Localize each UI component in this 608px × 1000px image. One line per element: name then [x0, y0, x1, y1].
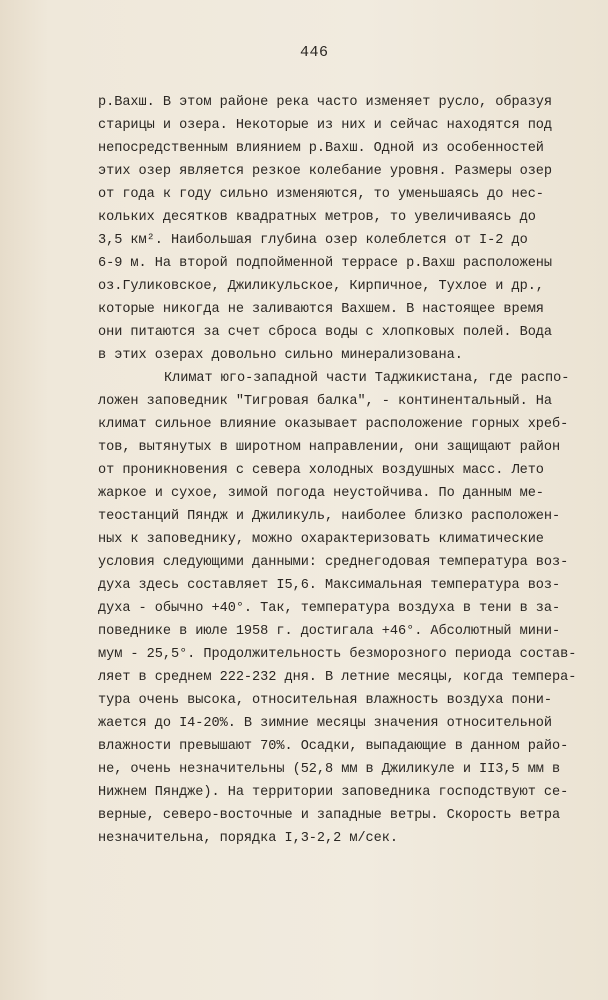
- text-line: ложен заповедник "Тигровая балка", - континентальный. На: [98, 394, 553, 409]
- text-line: этих озер является резкое колебание уровня. Размеры озер: [98, 164, 553, 179]
- text-line: ляет в среднем 222-232 дня. В летние месяцы, когда темпера-: [98, 670, 577, 685]
- text-line: духа здесь составляет I5,6. Максимальная температура воз-: [98, 578, 561, 593]
- page-number: 446: [300, 44, 329, 61]
- text-line: от года к году сильно изменяются, то уменьшаясь до неc-: [98, 187, 544, 202]
- text-line: мум - 25,5°. Продолжительность безморозного периода состав-: [98, 647, 577, 662]
- text-line: оз.Гуликовское, Джиликульское, Кирпичное, Тухлое и др.,: [98, 279, 544, 294]
- text-line: тура очень высока, относительная влажность воздуха пони-: [98, 693, 553, 708]
- text-line: тов, вытянутых в широтном направлении, они защищают район: [98, 440, 561, 455]
- text-line: которые никогда не заливаются Вахшем. В настоящее время: [98, 302, 544, 317]
- text-line: климат сильное влияние оказывает расположение горных хреб-: [98, 417, 569, 432]
- text-line: жается до I4-20%. В зимние месяцы значения относительной: [98, 716, 553, 731]
- text-line: Нижнем Пяндже). На территории заповедника господствуют се-: [98, 785, 569, 800]
- text-line: от проникновения с севера холодных воздушных масс. Лето: [98, 463, 544, 478]
- text-line: поведнике в июле 1958 г. достигала +46°. Абсолютный мини-: [98, 624, 561, 639]
- text-line: непосредственным влиянием р.Вахш. Одной из особенностей: [98, 141, 544, 156]
- paragraph-2: [98, 367, 577, 850]
- text-line: верные, северо-восточные и западные ветры. Скорость ветра: [98, 808, 561, 823]
- text-line: условия следующими данными: среднегодовая температура воз-: [98, 555, 569, 570]
- text-line: не, очень незначительны (52,8 мм в Джиликуле и II3,5 мм в: [98, 762, 561, 777]
- text-line: кольких десятков квадратных метров, то увеличиваясь до: [98, 210, 536, 225]
- text-line: р.Вахш. В этом районе река часто изменяет русло, образуя: [98, 95, 553, 110]
- text-line: незначительна, порядка I,3-2,2 м/сек.: [98, 831, 398, 846]
- text-line: они питаются за счет сброса воды с хлопковых полей. Вода: [98, 325, 553, 340]
- text-line: в этих озерах довольно сильно минерализована.: [98, 348, 463, 363]
- text-line: духа - обычно +40°. Так, температура воздуха в тени в за-: [98, 601, 561, 616]
- text-line: 3,5 км². Наибольшая глубина озер колеблется от I-2 до: [98, 233, 528, 248]
- text-line: старицы и озера. Некоторые из них и сейчас находятся под: [98, 118, 553, 133]
- text-line: жаркое и сухое, зимой погода неустойчива. По данным ме-: [98, 486, 544, 501]
- text-line: 6-9 м. На второй подпойменной террасе р.Вахш расположены: [98, 256, 553, 271]
- text-line: теостанций Пяндж и Джиликуль, наиболее близко расположен-: [98, 509, 561, 524]
- paragraph-1: [98, 91, 568, 367]
- text-line: Климат юго-западной части Таджикистана, где распо-: [164, 371, 570, 386]
- text-block: [98, 91, 577, 850]
- text-line: ных к заповеднику, можно охарактеризовать климатические: [98, 532, 544, 547]
- text-line: влажности превышают 70%. Осадки, выпадающие в данном райо-: [98, 739, 569, 754]
